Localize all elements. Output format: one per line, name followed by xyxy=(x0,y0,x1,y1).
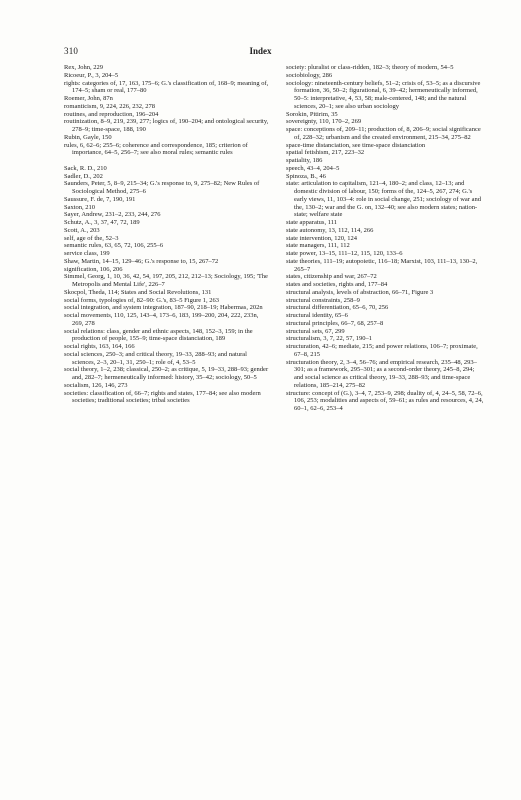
index-entry: Spinoza, B., 46 xyxy=(286,172,326,180)
index-entry: state intervention, 120, 124 xyxy=(286,234,357,242)
index-entry: Simmel, Georg, 1, 10, 36, 42, 54, 197, 205, 212, 212–13; Sociology, 195; 'The Metropolis and Mental Life', 226–7 xyxy=(64,273,268,288)
index-entry: spatiality, 186 xyxy=(286,157,323,164)
index-entry: Sorokin, Pitirim, 35 xyxy=(286,110,338,118)
index-entry: state power, 13–15, 111–12, 115, 120, 133–6 xyxy=(286,250,403,257)
index-entry: states and societies, rights and, 177–84 xyxy=(286,281,388,288)
index-entry: social relations: class, gender and ethnic aspects, 148, 152–3, 159; in the production of people, 155–9; time-space distanciation, 189 xyxy=(64,327,253,343)
index-entry: structure: concept of (G.), 3–4, 7, 253–9, 298; duality of, 4, 24–5, 58, 72–6, 106, 253; modalities and aspects of, 59–61; as rules and resources, 4, 24, 60–1, 62–6, 253–4 xyxy=(286,389,484,412)
index-entry: Roemer, John, 87n xyxy=(64,95,113,102)
index-entry: state autonomy, 13, 112, 114, 266 xyxy=(286,226,374,234)
index-entry: structural identity, 65–6 xyxy=(286,312,348,319)
index-entry: rights: categories of, 17, 163, 175–6; G.'s classification of, 168–9; meaning of, 174–5; sham or real, 177–80 xyxy=(64,79,269,95)
index-entry: sociology: nineteenth-century beliefs, 51–2; crisis of, 53–5; as a discursive formation, 36, 50–2; figurational, 6, 39–42; hermeneutically informed, 50–5: interpretative, 4, 53, 58; male-centered, 148; and the natural sciences, 20–1; see also urban sociology xyxy=(286,79,481,110)
index-entry: state theories, 111–19; autopoietic, 116–18; Marxist, 103, 111–13, 130–2, 265–7 xyxy=(286,257,478,273)
index-entry: state: articulation to capitalism, 121–4, 180–2; and class, 12–13; and domestic division of labour, 150; forms of the, 124–5, 267, 274; G.'s early views, 11, 103–4: role in social change, 251; sociology of war and the, 130–2; war and the G. on, 132–40; see also modern states; nation-state; welfare state xyxy=(286,180,481,219)
index-entry: structuralism, 3, 7, 22, 57, 190–1 xyxy=(286,335,372,343)
index-entry: signification, 106, 206 xyxy=(64,265,123,273)
index-entry: Ricoeur, P., 3, 204–5 xyxy=(64,71,119,79)
index-entry: structuration, 42–6; mediate, 215; and power relations, 106–7; proximate, 67–8, 215 xyxy=(286,343,478,358)
index-entry: Sayer, Andrew, 231–2, 233, 244, 276 xyxy=(64,211,161,219)
index-entry: structural principles, 66–7, 68, 257–8 xyxy=(286,319,384,327)
running-head: Index xyxy=(249,46,272,56)
index-entry: routines, and reproduction, 196–204 xyxy=(64,110,159,118)
index-entry: Saussure, F. de, 7, 190, 191 xyxy=(64,195,136,203)
index-entry: social integration, and system integration, 187–90, 218–19; Habermas, 202n xyxy=(64,304,263,312)
index-entry: social rights, 163, 164, 166 xyxy=(64,343,135,350)
index-entry: rules, 6, 62–6; 255–6; coherence and correspondence, 185; criterion of importance, 64–5, 256–7; see also moral rules; semantic rules xyxy=(64,141,248,157)
index-entry: social forms, typologies of, 82–90: G.'s, 83–5 Figure 1, 263 xyxy=(64,296,219,304)
index-entry: Rubin, Gayle, 150 xyxy=(64,133,112,141)
index-entry: Skocpol, Theda, 114; States and Social Revolutions, 131 xyxy=(64,288,212,296)
index-entry: Schutz, A., 3, 37, 47, 72, 189 xyxy=(64,219,140,226)
index-entry: space: conceptions of, 209–11; production of, 8, 206–9; social significance of, 228–32; urbanism and the created environment, 215–34, 275–82 xyxy=(286,126,481,141)
index-entry: semantic rules, 63, 65, 72, 106, 255–6 xyxy=(64,242,164,250)
index-entry: structural differentiation, 65–6, 70, 256 xyxy=(286,304,389,312)
index-entry: social theory, 1–2, 238; classical, 250–2; as critique, 5, 19–33, 288–93; gender and, 282–7; hermeneutically informed: history, 35–42; sociology, 50–5 xyxy=(64,366,269,381)
index-entry: spatial fetishism, 217, 223–32 xyxy=(286,149,365,157)
index-entry: socialism, 126, 146, 273 xyxy=(64,381,128,389)
page-number: 310 xyxy=(64,46,79,56)
index-entry: states, citizenship and war, 267–72 xyxy=(286,273,377,281)
index-entry: social sciences, 250–3; and critical theory, 19–33, 288–93; and natural sciences, 2–3, 20–1, 31, 250–1; role of, 4, 53–5 xyxy=(64,350,247,366)
index-column-left xyxy=(64,64,270,405)
index-column-right xyxy=(286,64,484,413)
index-entry: Saunders, Peter, 5, 8–9, 215–34; G.'s response to, 9, 275–82; New Rules of Sociological Method, 275–6 xyxy=(64,180,260,195)
index-entry: social movements, 110, 125, 143–4, 173–6, 183, 199–200, 204, 222, 233n, 269, 278 xyxy=(64,312,259,327)
index-entry: Rex, John, 229 xyxy=(64,64,103,71)
index-entry: Scott, A., 203 xyxy=(64,226,100,234)
letter-group-gap xyxy=(64,157,270,165)
index-entry: structuration theory, 2, 3–4, 56–76; and empirical research, 235–48, 293–301; as a framework, 295–301; as a second-order theory, 245–8, 294; and social science as critical theory, 19–33, 288–93; and time-space relations, 185–214, 275–82 xyxy=(286,358,477,389)
index-entry: sociobiology, 286 xyxy=(286,71,333,79)
index-entry: speech, 43–4, 204–5 xyxy=(286,164,340,172)
index-entry: service class, 199 xyxy=(64,250,110,257)
index-entry: society: pluralist or class-ridden, 182–3; theory of modern, 54–5 xyxy=(286,64,454,71)
index-entry: Sadler, D., 202 xyxy=(64,172,103,180)
index-entry: state managers, 111, 112 xyxy=(286,242,350,250)
index-entry: structural analysis, levels of abstraction, 66–71, Figure 3 xyxy=(286,288,434,296)
index-entry: sovereignty, 110, 170–2, 269 xyxy=(286,118,362,126)
index-entry: Sack, R. D., 210 xyxy=(64,164,107,172)
index-entry: structural sets, 67, 299 xyxy=(286,327,345,335)
index-entry: structural constraints, 258–9 xyxy=(286,296,360,304)
index-entry: self, age of the, 52–3 xyxy=(64,234,119,242)
index-entry: Saxton, 210 xyxy=(64,203,96,211)
index-entry: romanticism, 9, 224, 226, 232, 278 xyxy=(64,102,155,110)
index-entry: societies: classification of, 66–7; rights and states, 177–84; see also modern societies; traditional societies; tribal societies xyxy=(64,389,261,405)
index-entry: Shaw, Martin, 14–15, 129–46; G.'s response to, 15, 267–72 xyxy=(64,257,219,265)
index-entry: space-time distanciation, see time-space distanciation xyxy=(286,141,426,149)
index-entry: state apparatus, 111 xyxy=(286,219,337,226)
index-entry: routinization, 8–9, 219, 239, 277; logics of, 190–204; and ontological security, 278–9; time-space, 188, 190 xyxy=(64,118,269,133)
